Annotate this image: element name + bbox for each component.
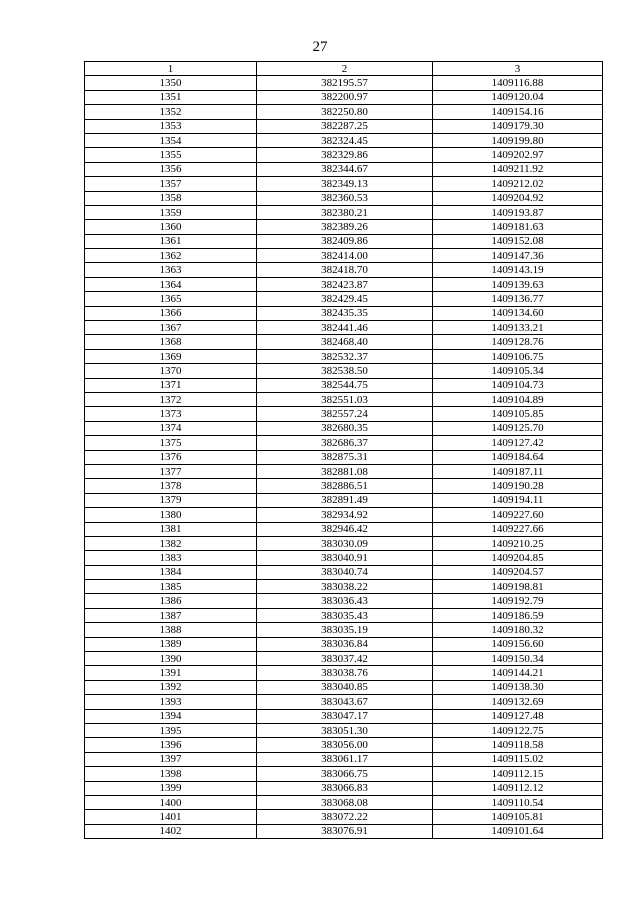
table-row — [85, 565, 603, 579]
table-cell-col1: 1402 — [85, 824, 257, 838]
table-cell-col3: 1409204.85 — [433, 551, 603, 565]
table-cell-col1: 1394 — [85, 709, 257, 723]
table-cell-col1: 1374 — [85, 421, 257, 435]
table-row — [85, 479, 603, 493]
table-cell-col3: 1409180.32 — [433, 623, 603, 637]
table-row — [85, 680, 603, 694]
table-cell-col2: 382886.51 — [257, 479, 433, 493]
table-cell-col3: 1409179.30 — [433, 119, 603, 133]
table-cell-col1: 1360 — [85, 220, 257, 234]
table-row — [85, 637, 603, 651]
table-cell-col3: 1409112.15 — [433, 767, 603, 781]
table-cell-col3: 1409202.97 — [433, 148, 603, 162]
table-cell-col1: 1351 — [85, 90, 257, 104]
table-cell-col1: 1401 — [85, 810, 257, 824]
table-cell-col1: 1400 — [85, 795, 257, 809]
table-cell-col1: 1397 — [85, 752, 257, 766]
table-cell-col3: 1409139.63 — [433, 277, 603, 291]
table-cell-col2: 383056.00 — [257, 738, 433, 752]
table-cell-col2: 382946.42 — [257, 522, 433, 536]
table-row — [85, 263, 603, 277]
table-row — [85, 752, 603, 766]
coordinates-table — [84, 61, 603, 839]
table-row — [85, 191, 603, 205]
table-row — [85, 148, 603, 162]
table-cell-col3: 1409204.92 — [433, 191, 603, 205]
table-cell-col3: 1409190.28 — [433, 479, 603, 493]
table-cell-col2: 382468.40 — [257, 335, 433, 349]
table-row — [85, 292, 603, 306]
table-cell-col1: 1381 — [85, 522, 257, 536]
table-row — [85, 421, 603, 435]
table-cell-col3: 1409156.60 — [433, 637, 603, 651]
table-row — [85, 436, 603, 450]
table-cell-col3: 1409127.48 — [433, 709, 603, 723]
table-row — [85, 119, 603, 133]
table-cell-col2: 382287.25 — [257, 119, 433, 133]
table-cell-col3: 1409118.58 — [433, 738, 603, 752]
table-cell-col2: 383040.74 — [257, 565, 433, 579]
table-cell-col2: 382686.37 — [257, 436, 433, 450]
table-cell-col1: 1354 — [85, 133, 257, 147]
table-cell-col2: 383035.43 — [257, 608, 433, 622]
table-cell-col2: 383037.42 — [257, 652, 433, 666]
table-cell-col2: 383076.91 — [257, 824, 433, 838]
table-row — [85, 608, 603, 622]
table-row — [85, 623, 603, 637]
table-cell-col2: 383051.30 — [257, 723, 433, 737]
table-cell-col1: 1398 — [85, 767, 257, 781]
table-cell-col1: 1372 — [85, 392, 257, 406]
table-cell-col2: 382544.75 — [257, 378, 433, 392]
table-cell-col1: 1371 — [85, 378, 257, 392]
table-cell-col1: 1377 — [85, 464, 257, 478]
table-cell-col2: 383040.85 — [257, 680, 433, 694]
table-cell-col3: 1409120.04 — [433, 90, 603, 104]
table-cell-col1: 1390 — [85, 652, 257, 666]
table-row — [85, 249, 603, 263]
column-header-2: 2 — [257, 62, 433, 76]
table-cell-col3: 1409184.64 — [433, 450, 603, 464]
table-row — [85, 349, 603, 363]
table-cell-col1: 1392 — [85, 680, 257, 694]
table-cell-col2: 382360.53 — [257, 191, 433, 205]
header-row — [85, 62, 603, 76]
table-cell-col3: 1409125.70 — [433, 421, 603, 435]
table-cell-col1: 1399 — [85, 781, 257, 795]
table-row — [85, 781, 603, 795]
table-cell-col2: 382551.03 — [257, 392, 433, 406]
table-cell-col2: 382881.08 — [257, 464, 433, 478]
table-cell-col2: 383068.08 — [257, 795, 433, 809]
table-row — [85, 306, 603, 320]
table-cell-col1: 1359 — [85, 205, 257, 219]
table-cell-col2: 382349.13 — [257, 177, 433, 191]
table-row — [85, 464, 603, 478]
table-row — [85, 652, 603, 666]
table-row — [85, 551, 603, 565]
table-cell-col1: 1391 — [85, 666, 257, 680]
table-cell-col2: 382891.49 — [257, 493, 433, 507]
table-cell-col3: 1409227.66 — [433, 522, 603, 536]
table-cell-col3: 1409152.08 — [433, 234, 603, 248]
table-cell-col2: 382538.50 — [257, 364, 433, 378]
table-body — [85, 76, 603, 839]
table-row — [85, 810, 603, 824]
table-cell-col2: 382409.86 — [257, 234, 433, 248]
table-row — [85, 90, 603, 104]
table-cell-col2: 382389.26 — [257, 220, 433, 234]
table-cell-col1: 1389 — [85, 637, 257, 651]
table-cell-col2: 383036.43 — [257, 594, 433, 608]
table-cell-col2: 383038.76 — [257, 666, 433, 680]
table-row — [85, 508, 603, 522]
table-cell-col2: 382680.35 — [257, 421, 433, 435]
table-cell-col3: 1409204.57 — [433, 565, 603, 579]
table-cell-col1: 1379 — [85, 493, 257, 507]
table-cell-col1: 1380 — [85, 508, 257, 522]
table-cell-col3: 1409150.34 — [433, 652, 603, 666]
table-cell-col1: 1388 — [85, 623, 257, 637]
table-cell-col3: 1409106.75 — [433, 349, 603, 363]
table-row — [85, 277, 603, 291]
column-header-3: 3 — [433, 62, 603, 76]
table-cell-col3: 1409136.77 — [433, 292, 603, 306]
table-row — [85, 594, 603, 608]
table-row — [85, 695, 603, 709]
table-cell-col1: 1356 — [85, 162, 257, 176]
table-cell-col2: 382324.45 — [257, 133, 433, 147]
table-cell-col1: 1382 — [85, 536, 257, 550]
table-cell-col1: 1370 — [85, 364, 257, 378]
table-cell-col2: 383035.19 — [257, 623, 433, 637]
table-cell-col3: 1409181.63 — [433, 220, 603, 234]
table-cell-col3: 1409134.60 — [433, 306, 603, 320]
table-cell-col2: 383047.17 — [257, 709, 433, 723]
table-cell-col2: 383066.75 — [257, 767, 433, 781]
table-cell-col2: 383066.83 — [257, 781, 433, 795]
table-cell-col1: 1358 — [85, 191, 257, 205]
table-cell-col3: 1409116.88 — [433, 76, 603, 90]
table-row — [85, 378, 603, 392]
table-cell-col2: 382418.70 — [257, 263, 433, 277]
table-cell-col1: 1387 — [85, 608, 257, 622]
table-cell-col1: 1353 — [85, 119, 257, 133]
table-cell-col3: 1409144.21 — [433, 666, 603, 680]
table-cell-col1: 1385 — [85, 580, 257, 594]
table-cell-col1: 1363 — [85, 263, 257, 277]
table-cell-col3: 1409115.02 — [433, 752, 603, 766]
table-cell-col3: 1409198.81 — [433, 580, 603, 594]
table-cell-col3: 1409187.11 — [433, 464, 603, 478]
table-cell-col3: 1409154.16 — [433, 105, 603, 119]
table-row — [85, 723, 603, 737]
table-cell-col1: 1386 — [85, 594, 257, 608]
table-row — [85, 795, 603, 809]
table-cell-col3: 1409105.34 — [433, 364, 603, 378]
table-cell-col1: 1376 — [85, 450, 257, 464]
table-row — [85, 76, 603, 90]
table-cell-col3: 1409147.36 — [433, 249, 603, 263]
table-cell-col1: 1355 — [85, 148, 257, 162]
table-row — [85, 522, 603, 536]
table-row — [85, 536, 603, 550]
table-row — [85, 666, 603, 680]
table-row — [85, 162, 603, 176]
column-header-1: 1 — [85, 62, 257, 76]
table-cell-col1: 1375 — [85, 436, 257, 450]
table-cell-col1: 1352 — [85, 105, 257, 119]
table-cell-col3: 1409132.69 — [433, 695, 603, 709]
table-cell-col2: 382532.37 — [257, 349, 433, 363]
table-cell-col2: 382200.97 — [257, 90, 433, 104]
table-cell-col1: 1367 — [85, 321, 257, 335]
table-cell-col3: 1409186.59 — [433, 608, 603, 622]
table-cell-col2: 383030.09 — [257, 536, 433, 550]
table-cell-col2: 382875.31 — [257, 450, 433, 464]
table-cell-col2: 382380.21 — [257, 205, 433, 219]
table-cell-col2: 382414.00 — [257, 249, 433, 263]
table-cell-col2: 382195.57 — [257, 76, 433, 90]
table-cell-col3: 1409101.64 — [433, 824, 603, 838]
table-row — [85, 321, 603, 335]
table-cell-col1: 1364 — [85, 277, 257, 291]
table-row — [85, 407, 603, 421]
table-row — [85, 824, 603, 838]
table-row — [85, 738, 603, 752]
table-row — [85, 105, 603, 119]
table-cell-col1: 1350 — [85, 76, 257, 90]
table-cell-col1: 1383 — [85, 551, 257, 565]
table-cell-col2: 383043.67 — [257, 695, 433, 709]
table-cell-col2: 382557.24 — [257, 407, 433, 421]
table-cell-col3: 1409193.87 — [433, 205, 603, 219]
table-cell-col1: 1373 — [85, 407, 257, 421]
table-row — [85, 580, 603, 594]
table-cell-col1: 1378 — [85, 479, 257, 493]
table-cell-col2: 383040.91 — [257, 551, 433, 565]
table-cell-col1: 1393 — [85, 695, 257, 709]
table-cell-col3: 1409128.76 — [433, 335, 603, 349]
table-row — [85, 709, 603, 723]
table-cell-col3: 1409112.12 — [433, 781, 603, 795]
table-cell-col3: 1409212.02 — [433, 177, 603, 191]
table-row — [85, 234, 603, 248]
table-cell-col2: 383072.22 — [257, 810, 433, 824]
table-row — [85, 767, 603, 781]
table-cell-col2: 383038.22 — [257, 580, 433, 594]
table-cell-col1: 1395 — [85, 723, 257, 737]
table-row — [85, 364, 603, 378]
table-row — [85, 177, 603, 191]
table-cell-col2: 382435.35 — [257, 306, 433, 320]
table-cell-col3: 1409194.11 — [433, 493, 603, 507]
table-cell-col3: 1409105.81 — [433, 810, 603, 824]
table-row — [85, 220, 603, 234]
table-row — [85, 205, 603, 219]
table-cell-col2: 383061.17 — [257, 752, 433, 766]
table-cell-col3: 1409199.80 — [433, 133, 603, 147]
table-cell-col2: 382429.45 — [257, 292, 433, 306]
table-cell-col3: 1409127.42 — [433, 436, 603, 450]
table-cell-col1: 1369 — [85, 349, 257, 363]
table-cell-col3: 1409211.92 — [433, 162, 603, 176]
table-header — [85, 62, 603, 76]
table-cell-col3: 1409104.73 — [433, 378, 603, 392]
table-cell-col3: 1409210.25 — [433, 536, 603, 550]
table-cell-col1: 1362 — [85, 249, 257, 263]
table-row — [85, 450, 603, 464]
table-cell-col2: 382934.92 — [257, 508, 433, 522]
table-cell-col2: 382423.87 — [257, 277, 433, 291]
table-cell-col1: 1396 — [85, 738, 257, 752]
table-cell-col1: 1384 — [85, 565, 257, 579]
table-cell-col3: 1409143.19 — [433, 263, 603, 277]
table-cell-col2: 382441.46 — [257, 321, 433, 335]
table-row — [85, 493, 603, 507]
table-row — [85, 392, 603, 406]
table-row — [85, 133, 603, 147]
table-cell-col1: 1368 — [85, 335, 257, 349]
table-cell-col3: 1409104.89 — [433, 392, 603, 406]
table-cell-col3: 1409110.54 — [433, 795, 603, 809]
table-cell-col3: 1409105.85 — [433, 407, 603, 421]
table-cell-col2: 382329.86 — [257, 148, 433, 162]
table-row — [85, 335, 603, 349]
table-cell-col1: 1357 — [85, 177, 257, 191]
table-cell-col1: 1365 — [85, 292, 257, 306]
page-number: 27 — [312, 39, 328, 55]
table-cell-col2: 383036.84 — [257, 637, 433, 651]
table-cell-col2: 382250.80 — [257, 105, 433, 119]
table-cell-col3: 1409192.79 — [433, 594, 603, 608]
table-cell-col1: 1361 — [85, 234, 257, 248]
table-cell-col3: 1409138.30 — [433, 680, 603, 694]
table-cell-col3: 1409133.21 — [433, 321, 603, 335]
table-cell-col1: 1366 — [85, 306, 257, 320]
table-cell-col2: 382344.67 — [257, 162, 433, 176]
table-cell-col3: 1409227.60 — [433, 508, 603, 522]
table-cell-col3: 1409122.75 — [433, 723, 603, 737]
